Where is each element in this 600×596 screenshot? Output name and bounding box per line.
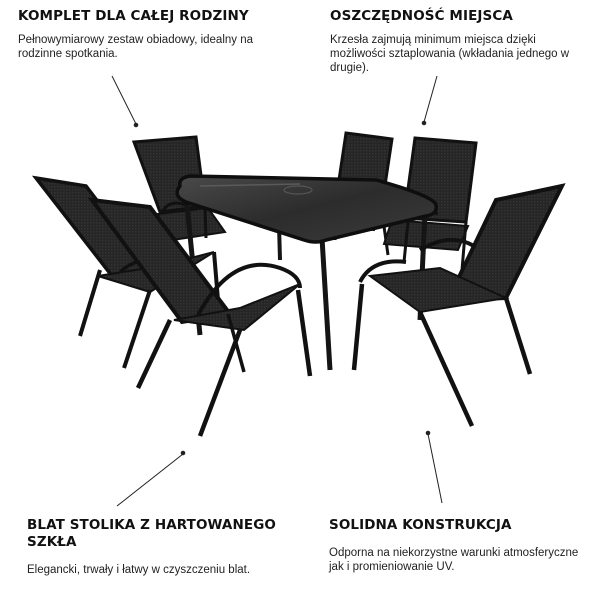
feature-title-space-saving: OSZCZĘDNOŚĆ MIEJSCA bbox=[330, 8, 513, 24]
pointer-space-saving bbox=[422, 76, 437, 125]
feature-title-family-set: KOMPLET DLA CAŁEJ RODZINY bbox=[18, 8, 249, 24]
product-illustration-dining-set bbox=[0, 120, 600, 450]
feature-description-solid-construction: Odporna na niekorzystne warunki atmosferyczne jak i promieniowanie UV. bbox=[329, 547, 579, 573]
feature-title-tempered-glass: BLAT STOLIKA Z HARTOWANEGO SZKŁA bbox=[27, 517, 276, 550]
feature-description-tempered-glass: Elegancki, trwały i łatwy w czyszczeniu blat. bbox=[27, 564, 251, 576]
feature-description-family-set: Pełnowymiarowy zestaw obiadowy, idealny na rodzinne spotkania. bbox=[18, 34, 254, 60]
pointer-tempered-glass bbox=[117, 451, 185, 506]
feature-title-solid-construction: SOLIDNA KONSTRUKCJA bbox=[329, 517, 512, 533]
feature-description-space-saving: Krzesła zajmują minimum miejsca dzięki możliwości sztaplowania (wkładania jednego w drugie). bbox=[330, 34, 570, 74]
